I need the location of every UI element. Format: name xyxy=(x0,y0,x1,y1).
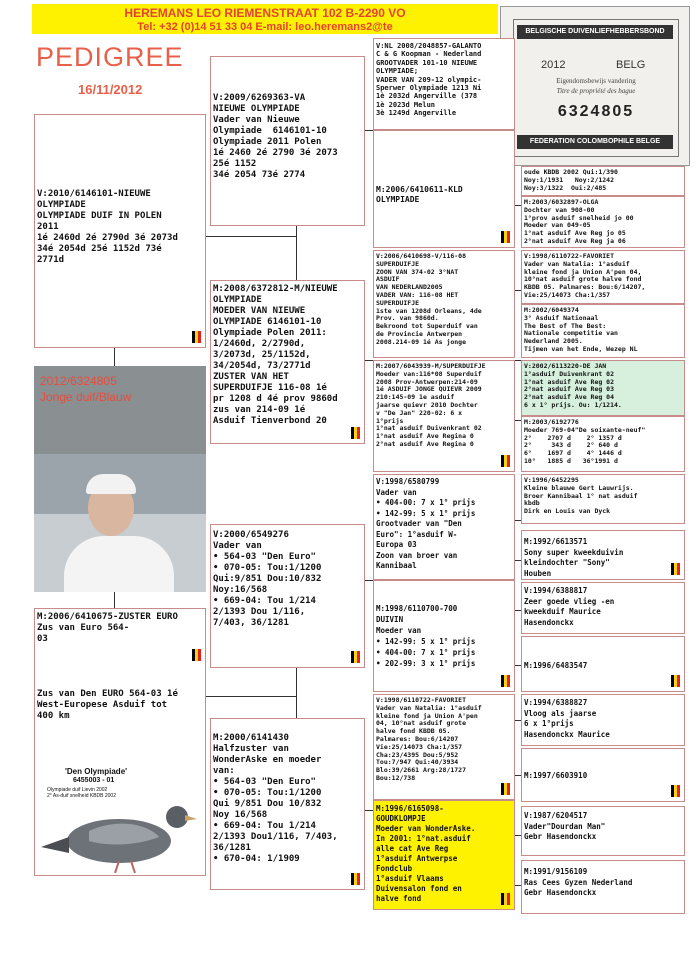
stamp-line-b: Titre de propriété des bague xyxy=(556,87,636,95)
dam-text: M:2006/6410675-ZUSTER EURO Zus van Euro 564- 03 Zus van Den EURO 564-03 1é West-Europese Asduif tot 400 km xyxy=(37,612,178,721)
sds-text: V:2006/6410698-V/116-08 SUPERDUIFJE ZOON VAN 374-02 3°NAT ASDUIF VAN NEDERLAND2005 VADER VAN: 116-08 HET SUPERDUIFJE 1ste van 1208d Orleans, 4de Prov. van 9860d. Bekroond tot Superduif van de Provincie Antwerpen 2008.214-09 1é As jonge xyxy=(376,252,482,346)
g4-box-11 xyxy=(521,694,685,746)
dds-box xyxy=(373,694,515,800)
g4-text-8: M:1992/6613571 Sony super kweekduivin kleindochter "Sony" Houben xyxy=(524,537,624,578)
g4-box-2 xyxy=(521,196,685,248)
belgian-flag-icon xyxy=(671,563,680,575)
g4-text-9: V:1994/6388817 Zeer goede vlieg -en kweekduif Maurice Hasendonckx xyxy=(524,586,615,627)
g4-text-7: V:1996/6452295 Kleine blauwe Gert Lauwrijs. Broer Kannibaal 1° nat asduif kbdb Dirk en Louis van Dyck xyxy=(524,476,638,516)
sss-text: V:NL 2008/2048857-GALANTO C & G Koopman - Nederland GROOTVADER 101-10 NIEUWE OLYMPIADE; VADER VAN 209-12 olympic- Sperwer Olympiade 1213 Ni 1è 2032d Angerville (378 1è 2023d Melun 3è 1249d Angerville xyxy=(376,42,482,118)
stamp-ring-number: 6324805 xyxy=(557,103,635,120)
dam-dam-box xyxy=(210,718,365,890)
ssd-text: M:2006/6410611-KLD OLYMPIADE xyxy=(376,185,463,204)
g4-text-2: M:2003/6032897-OLGA Dochter van 908-00 1°prov asduif snelheid jo 00 Moeder van 049-05 1°nat asduif Ave Reg jo 05 2°nat asduif Ave Reg ja 06 xyxy=(524,198,634,245)
g4-text-13: V:1987/6204517 Vader"Dourdan Man" Gebr Hasendonckx xyxy=(524,811,606,841)
g4-text-12: M:1997/6603910 xyxy=(524,771,588,780)
belgian-flag-icon xyxy=(501,455,510,467)
g4-box-10 xyxy=(521,636,685,692)
g4-text-1: oude KBDB 2002 Qui:1/390 Noy:1/1931 Noy:2/1242 Noy:3/1322 Oui:2/485 xyxy=(524,168,618,192)
owner-address: HEREMANS LEO RIEMENSTRAAT 102 B-2290 VO xyxy=(124,6,406,20)
header-banner xyxy=(32,4,498,34)
sire-dam-text: M:2008/6372812-M/NIEUWE OLYMPIADE MOEDER VAN NIEUWE OLYMPIADE 6146101-10 Olympiade Polen 2011: 1/2460d, 2/2790d, 3/2073d, 25/1152d, 34/2054d, 73/2771d ZUSTER VAN HET SUPERDUIFJE 116-08 1é pr 1208 d 4é prov 9860d zus van 214-09 1é Asduif Tienverbond 20 xyxy=(213,284,338,426)
sdd-text: M:2007/6043939-M/SUPERDUIFJE Moeder van:116*08 Superduif 2008 Prov-Antwerpen:214-09 1é ASDUIF JONGE QUIEVR 2009 210:145-09 1e asduif jaarse quievr 2010 Dochter v "De Jan" 220-02: 6 x 1°prijs 1°nat asduif Duivenkrant 02 1°nat asduif Ave Regina 0 2°nat asduif Ave Regina 0 xyxy=(376,362,486,448)
breeder-photo xyxy=(34,454,206,592)
belgian-flag-icon xyxy=(351,427,360,439)
g4-text-5: V:2002/6113220-DE JAN 1°asduif Duivenkrant 02 1°nat asduif Ave Reg 02 2°nat asduif Ave Reg 03 2°nat asduif Ave Reg 04 6 x 1° prijs. Ou: 1/1214. xyxy=(524,362,622,409)
g4-text-6: M:2003/6192776 Moeder 769-04"De soixante-neuf" 2° 2707 d 2° 1357 d 2° 343 d 2° 640 d 6° 1697 d 4° 1446 d 10° 1885 d 36°1991 d xyxy=(524,418,646,465)
dsd-text: M:1998/6110700-700 DUIVIN Moeder van • 142-99: 5 x 1° prijs • 404-00: 7 x 1° prijs • 202-99: 3 x 1° prijs xyxy=(376,604,476,668)
sire-dam-box xyxy=(210,280,365,444)
subject-description: Jonge duif/Blauw xyxy=(40,390,132,404)
pigeon-icon xyxy=(39,797,205,873)
ddd-text: M:1996/6165098- GOUDKLOMPJE Moeder van WonderAske. In 2001: 1°nat.asduif alle cat Ave Reg 1°asduif Antwerpse Fondclub 1°asduif Vlaams Duivensalon fond en halve fond xyxy=(376,804,476,903)
owner-contact: Tel: +32 (0)14 51 33 04 E-mail: leo.heremans2@te xyxy=(137,21,393,33)
g4-box-14 xyxy=(521,860,685,914)
stamp-bottom-text: FEDERATION COLOMBOPHILE BELGE xyxy=(517,135,673,149)
g4-box-5 xyxy=(521,360,685,416)
sss-box xyxy=(373,38,515,130)
dsd-box xyxy=(373,580,515,692)
pigeon-ring: 6455003 - 01 xyxy=(73,777,115,784)
g4-text-4: M:2002/6049374 3° Asduif Nationaal The Best of The Best: Nationale competitie van Nederland 2005. Tijmen van het Ende, Wezep NL xyxy=(524,306,638,353)
belgian-flag-icon xyxy=(501,893,510,905)
stamp-year: 2012 xyxy=(541,59,566,71)
ddd-box xyxy=(373,800,515,910)
g4-box-3 xyxy=(521,250,685,304)
g4-box-8 xyxy=(521,530,685,580)
subject-panel xyxy=(34,366,206,592)
pedigree-date: 16/11/2012 xyxy=(78,82,143,97)
belgian-flag-icon xyxy=(192,649,201,661)
belgian-flag-icon xyxy=(192,331,201,343)
sds-box xyxy=(373,250,515,358)
dam-dam-text: M:2000/6141430 Halfzuster van WonderAske en moeder van: • 564-03 "Den Euro" • 070-05: Tou:1/1200 Qui 9/851 Dou 10/832 Noy 16/568 • 669-04: Tou 1/214 2/1393 Dou1/116, 7/403, 36/1281 • 670-04: 1/1909 xyxy=(213,733,338,864)
sdd-box xyxy=(373,360,515,472)
ring-certificate-stamp xyxy=(500,6,690,166)
g4-text-10: M:1996/6483547 xyxy=(524,661,588,670)
stamp-top-text: BELGISCHE DUIVENLIEFHEBBERSBOND xyxy=(517,25,673,39)
belgian-flag-icon xyxy=(501,783,510,795)
belgian-flag-icon xyxy=(671,675,680,687)
belgian-flag-icon xyxy=(501,231,510,243)
pigeon-photo xyxy=(39,767,205,873)
page-title: PEDIGREE xyxy=(36,42,184,72)
subject-ring: 2012/6324805 xyxy=(40,374,117,388)
belgian-flag-icon xyxy=(351,873,360,885)
g4-text-11: V:1994/6388827 Vloog als jaarse 6 x 1°prijs Hasendonckx Maurice xyxy=(524,698,610,739)
belgian-flag-icon xyxy=(351,651,360,663)
sire-text: V:2010/6146101-NIEUWE OLYMPIADE OLYMPIADE DUIF IN POLEN 2011 1é 2460d 2é 2790d 3é 2073d 34é 2054d 25é 1152d 73é 2771d xyxy=(37,189,178,265)
g4-box-7 xyxy=(521,474,685,524)
sire-box xyxy=(34,114,206,348)
g4-box-6 xyxy=(521,416,685,472)
dss-box xyxy=(373,474,515,580)
belgian-flag-icon xyxy=(501,675,510,687)
pigeon-caption-1: Olympiade duif Lievin 2002 xyxy=(47,787,108,793)
g4-box-4 xyxy=(521,304,685,358)
dam-sire-text: V:2000/6549276 Vader van • 564-03 "Den Euro" • 070-05: Tou:1/1200 Qui:9/851 Dou:10/832 Noy:16/568 • 669-04: Tou 1/214 2/1393 Dou 1/116, 7/403, 36/1281 xyxy=(213,530,322,628)
dam-box xyxy=(34,608,206,876)
pigeon-name: 'Den Olympiade' xyxy=(65,767,128,776)
g4-text-3: V:1998/6110722-FAVORIET Vader van Natalia: 1°asduif kleine fond ja Union A'pen 04, 10°nat asduif grote halve fond KBDB 05. Palmares: Bou:6/14207, Vie:25/14073 Cha:1/357 xyxy=(524,252,646,299)
g4-box-13 xyxy=(521,806,685,856)
dds-text: V:1998/6110722-FAVORIET Vader van Natalia: 1°asduif kleine fond ja Union A'pen 04, 10°nat asduif grote halve fond KBDB 05. Palmares: Bou:6/14207 Vie:25/14073 Cha:1/357 Cha:23/4395 Dou:5/952 Tou:7/947 Qui:40/3934 Blo:39/2661 Arg:28/1727 Bou:12/738 xyxy=(376,696,482,782)
pigeon-caption-2: 2° As-duif snelheid KBDB 2002 xyxy=(47,793,116,799)
g4-text-14: M:1991/9156109 Ras Cees Gyzen Nederland Gebr Hasendonckx xyxy=(524,867,633,897)
dss-text: V:1998/6580799 Vader van • 404-00: 7 x 1° prijs • 142-99: 5 x 1° prijs Grootvader van "Den Euro": 1°asduif W- Europa 03 Zoon van broer van Kannibaal xyxy=(376,477,476,570)
g4-box-1 xyxy=(521,166,685,196)
stamp-country: BELG xyxy=(616,59,646,71)
dam-sire-box xyxy=(210,524,365,668)
ssd-box xyxy=(373,130,515,248)
g4-box-9 xyxy=(521,582,685,634)
g4-box-12 xyxy=(521,748,685,802)
belgian-flag-icon xyxy=(671,785,680,797)
stamp-line-a: Eigendomsbewijs vandering xyxy=(556,77,636,85)
sire-sire-box xyxy=(210,56,365,226)
sire-sire-text: V:2009/6269363-VA NIEUWE OLYMPIADE Vader van Nieuwe Olympiade 6146101-10 Olympiade 2011 Polen 1é 2460 2é 2790 3é 2073 25é 1152 34é 2054 73é 2774 xyxy=(213,93,338,180)
